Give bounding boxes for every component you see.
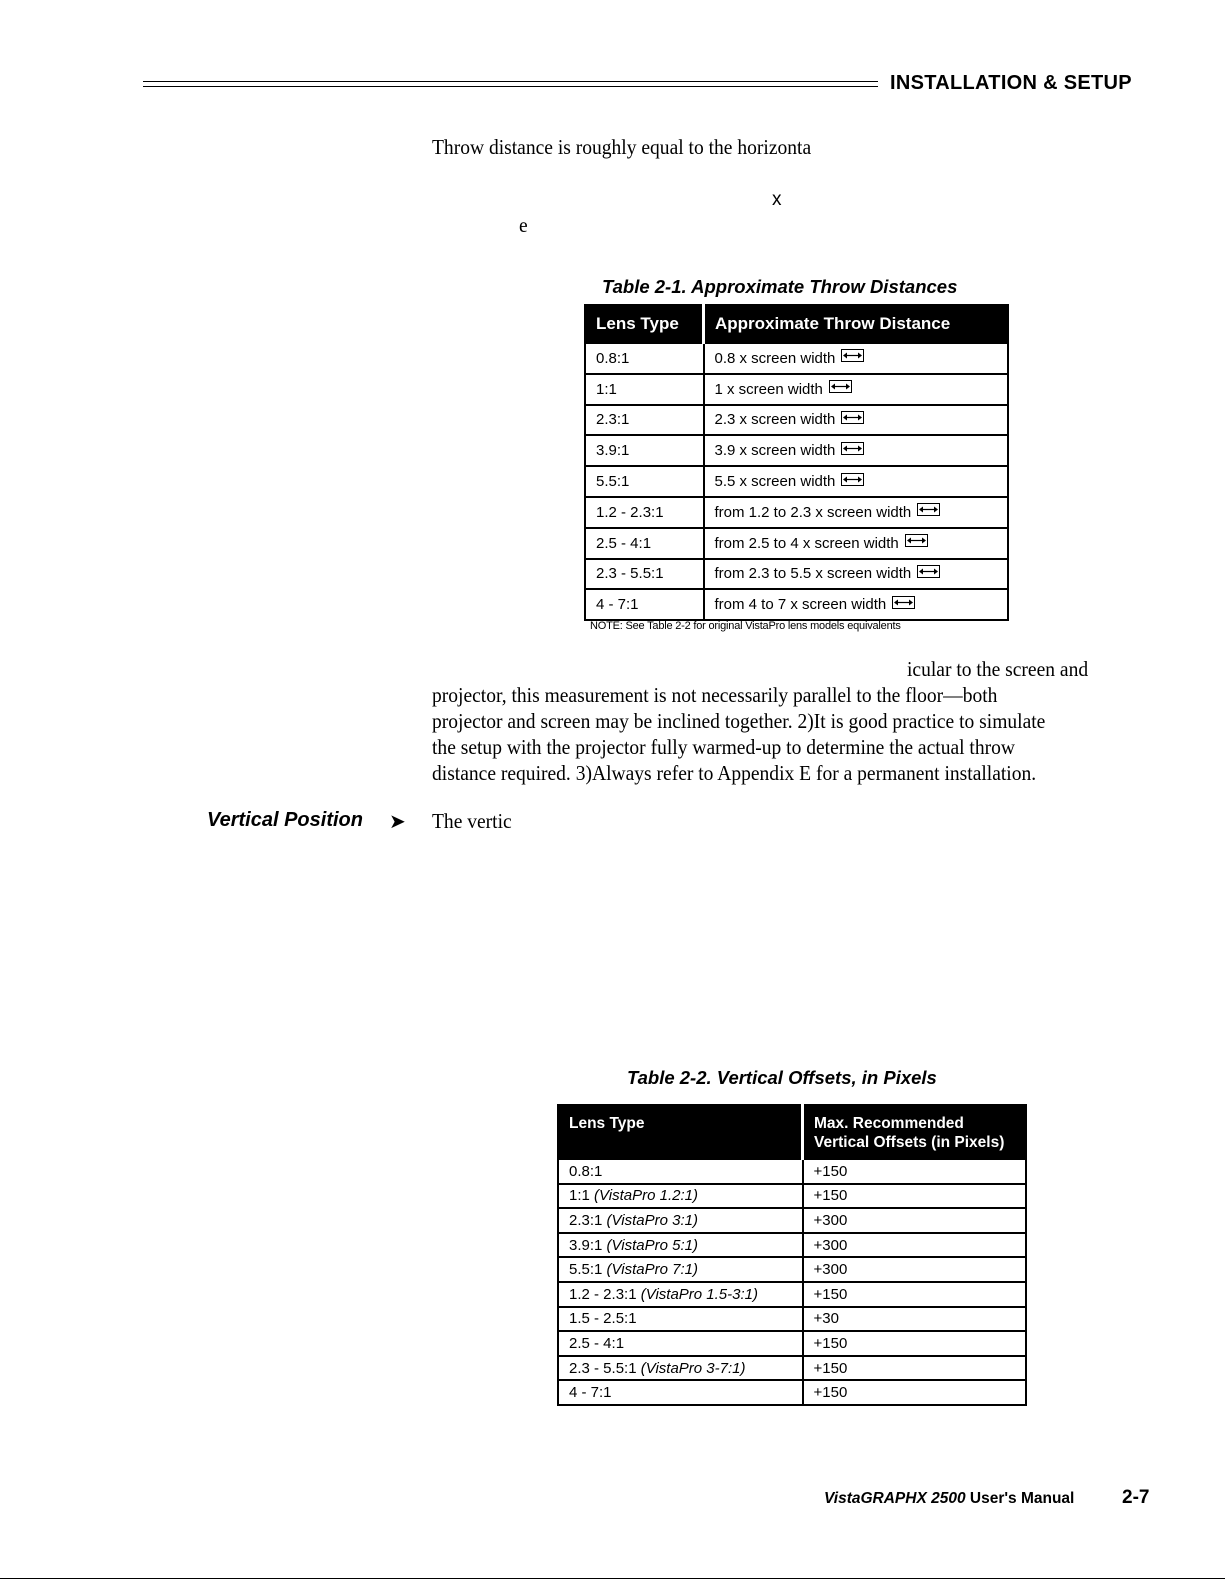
lens-type-text: 1.2 - 2.3:1: [569, 1285, 637, 1303]
table-header-row: [585, 305, 1008, 343]
throw-distance-text: from 2.5 to 4 x screen width: [714, 534, 899, 552]
throw-distance-cell: [704, 466, 1009, 497]
para2-line-4: the setup with the projector fully warmed-up to determine the actual throw: [432, 735, 1016, 759]
lens-type-text: 1.5 - 2.5:1: [569, 1310, 637, 1328]
screen-width-icon: [829, 380, 852, 393]
vertical-offset-cell: +150: [803, 1380, 1027, 1405]
vertical-offset-cell: +300: [803, 1257, 1027, 1282]
throw-distance-text: 0.8 x screen width: [714, 349, 836, 367]
para2-line-5: distance required. 3)Always refer to Appendix E for a permanent installation.: [432, 761, 1037, 785]
footer-rule: [0, 1578, 1225, 1579]
table-row: [558, 1380, 1026, 1405]
lens-type-cell: [558, 1184, 803, 1209]
table-row: [558, 1233, 1026, 1258]
lens-type-cell: [558, 1331, 803, 1356]
header-rule-bottom: [143, 86, 878, 87]
vertical-offset-cell: +300: [803, 1208, 1027, 1233]
table-row: [558, 1208, 1026, 1233]
throw-distance-cell: [704, 343, 1009, 374]
vertical-offset-cell: +30: [803, 1307, 1027, 1332]
throw-distance-text: from 2.3 to 5.5 x screen width: [714, 565, 912, 583]
lens-type-cell: 3.9:1: [585, 435, 704, 466]
table-row: [558, 1356, 1026, 1381]
lens-type-cell: [558, 1307, 803, 1332]
vertical-position-text: The vertic: [432, 809, 512, 833]
table-row: [585, 466, 1008, 497]
screen-width-icon: [841, 473, 864, 486]
section-title: INSTALLATION & SETUP: [890, 72, 1132, 94]
table-row: [585, 405, 1008, 436]
body-fragment-e: e: [519, 213, 528, 237]
screen-width-icon: [892, 596, 915, 609]
table-row: [558, 1282, 1026, 1307]
lens-type-text: 3.9:1: [569, 1236, 603, 1254]
column-header-lens-type: Lens Type: [585, 305, 704, 343]
column-header-max-offsets-line2: Vertical Offsets (in Pixels): [814, 1134, 1005, 1151]
lens-type-cell: [558, 1257, 803, 1282]
table-row: [558, 1184, 1026, 1209]
table-row: [558, 1307, 1026, 1332]
footer-manual-title: [824, 1490, 1074, 1508]
side-heading-vertical-position: Vertical Position: [207, 809, 363, 831]
vistapro-equivalent: (VistaPro 3-7:1): [640, 1359, 746, 1377]
vertical-offset-cell: +300: [803, 1233, 1027, 1258]
lens-type-cell: [558, 1159, 803, 1184]
para2-line-2: projector, this measurement is not necessarily parallel to the floor—both: [432, 683, 998, 707]
lens-type-text: 2.3 - 5.5:1: [569, 1359, 637, 1377]
throw-distance-cell: [704, 435, 1009, 466]
screen-width-icon: [917, 565, 940, 578]
column-header-throw-distance: Approximate Throw Distance: [704, 305, 1009, 343]
para2-line-3: projector and screen may be inclined together. 2)It is good practice to simulate: [432, 709, 1046, 733]
lens-type-cell: 4 - 7:1: [585, 589, 704, 620]
lens-type-cell: 1.2 - 2.3:1: [585, 497, 704, 528]
para2-line-1: icular to the screen and: [907, 657, 1089, 681]
vertical-offset-cell: +150: [803, 1331, 1027, 1356]
lens-type-text: 1:1: [569, 1187, 590, 1205]
throw-distance-table: [584, 304, 1009, 621]
lens-type-cell: 2.3 - 5.5:1: [585, 559, 704, 590]
table-row: [558, 1159, 1026, 1184]
lens-type-text: 2.5 - 4:1: [569, 1334, 625, 1352]
side-heading-arrow-icon: ➤: [389, 811, 406, 833]
throw-distance-cell: [704, 405, 1009, 436]
throw-distance-text: 1 x screen width: [714, 380, 823, 398]
throw-distance-text: from 4 to 7 x screen width: [714, 596, 887, 614]
table-row: [585, 497, 1008, 528]
lens-type-cell: 1:1: [585, 374, 704, 405]
lens-type-cell: [558, 1208, 803, 1233]
throw-distance-text: 5.5 x screen width: [714, 473, 836, 491]
body-fragment-x: x: [772, 189, 782, 210]
lens-type-cell: [558, 1356, 803, 1381]
table-row: [585, 559, 1008, 590]
footer-product-name: VistaGRAPHX 2500: [824, 1490, 966, 1507]
lens-type-text: 2.3:1: [569, 1211, 603, 1229]
lens-type-text: 5.5:1: [569, 1261, 603, 1279]
table-row: [558, 1331, 1026, 1356]
footer-manual-label: User's Manual: [965, 1490, 1075, 1507]
throw-distance-cell: [704, 497, 1009, 528]
vertical-offset-cell: +150: [803, 1159, 1027, 1184]
lens-type-cell: 0.8:1: [585, 343, 704, 374]
table-row: [585, 343, 1008, 374]
lens-type-text: 4 - 7:1: [569, 1384, 612, 1402]
table-header-row: [558, 1105, 1026, 1159]
footer-page-number: 2-7: [1122, 1487, 1150, 1508]
vistapro-equivalent: (VistaPro 5:1): [606, 1236, 698, 1254]
throw-distance-text: 3.9 x screen width: [714, 442, 836, 460]
table-row: [585, 374, 1008, 405]
vistapro-equivalent: (VistaPro 7:1): [606, 1261, 698, 1279]
throw-distance-cell: [704, 374, 1009, 405]
lens-type-cell: [558, 1233, 803, 1258]
throw-distance-cell: [704, 528, 1009, 559]
lens-type-cell: [558, 1282, 803, 1307]
column-header-max-offsets-line1: Max. Recommended: [814, 1115, 964, 1132]
lens-type-cell: 2.5 - 4:1: [585, 528, 704, 559]
screen-width-icon: [905, 534, 928, 547]
throw-distance-cell: [704, 559, 1009, 590]
table-row: [558, 1257, 1026, 1282]
vertical-offsets-table: [557, 1104, 1027, 1406]
table-row: [585, 435, 1008, 466]
throw-distance-cell: [704, 589, 1009, 620]
vertical-offset-cell: +150: [803, 1184, 1027, 1209]
vistapro-equivalent: (VistaPro 1.5-3:1): [640, 1285, 758, 1303]
table-row: [585, 528, 1008, 559]
column-header-lens-type: Lens Type: [558, 1105, 803, 1159]
throw-distance-text: 2.3 x screen width: [714, 411, 836, 429]
lens-type-text: 0.8:1: [569, 1162, 603, 1180]
lens-type-cell: [558, 1380, 803, 1405]
lens-type-cell: 5.5:1: [585, 466, 704, 497]
screen-width-icon: [841, 411, 864, 424]
table-row: [585, 589, 1008, 620]
screen-width-icon: [841, 442, 864, 455]
table1-note: NOTE: See Table 2-2 for original VistaPro lens models equivalents: [590, 620, 901, 632]
lens-type-cell: 2.3:1: [585, 405, 704, 436]
vistapro-equivalent: (VistaPro 1.2:1): [594, 1187, 698, 1205]
throw-distance-text: from 1.2 to 2.3 x screen width: [714, 503, 912, 521]
screen-width-icon: [841, 349, 864, 362]
table1-caption: Table 2-1. Approximate Throw Distances: [602, 276, 958, 297]
header-rule-top: [143, 81, 878, 82]
body-line-1: Throw distance is roughly equal to the horizonta: [432, 135, 812, 159]
vistapro-equivalent: (VistaPro 3:1): [606, 1211, 698, 1229]
vertical-offset-cell: +150: [803, 1282, 1027, 1307]
column-header-max-offsets: [803, 1105, 1027, 1159]
table2-caption: Table 2-2. Vertical Offsets, in Pixels: [627, 1067, 937, 1088]
vertical-offset-cell: +150: [803, 1356, 1027, 1381]
screen-width-icon: [917, 503, 940, 516]
